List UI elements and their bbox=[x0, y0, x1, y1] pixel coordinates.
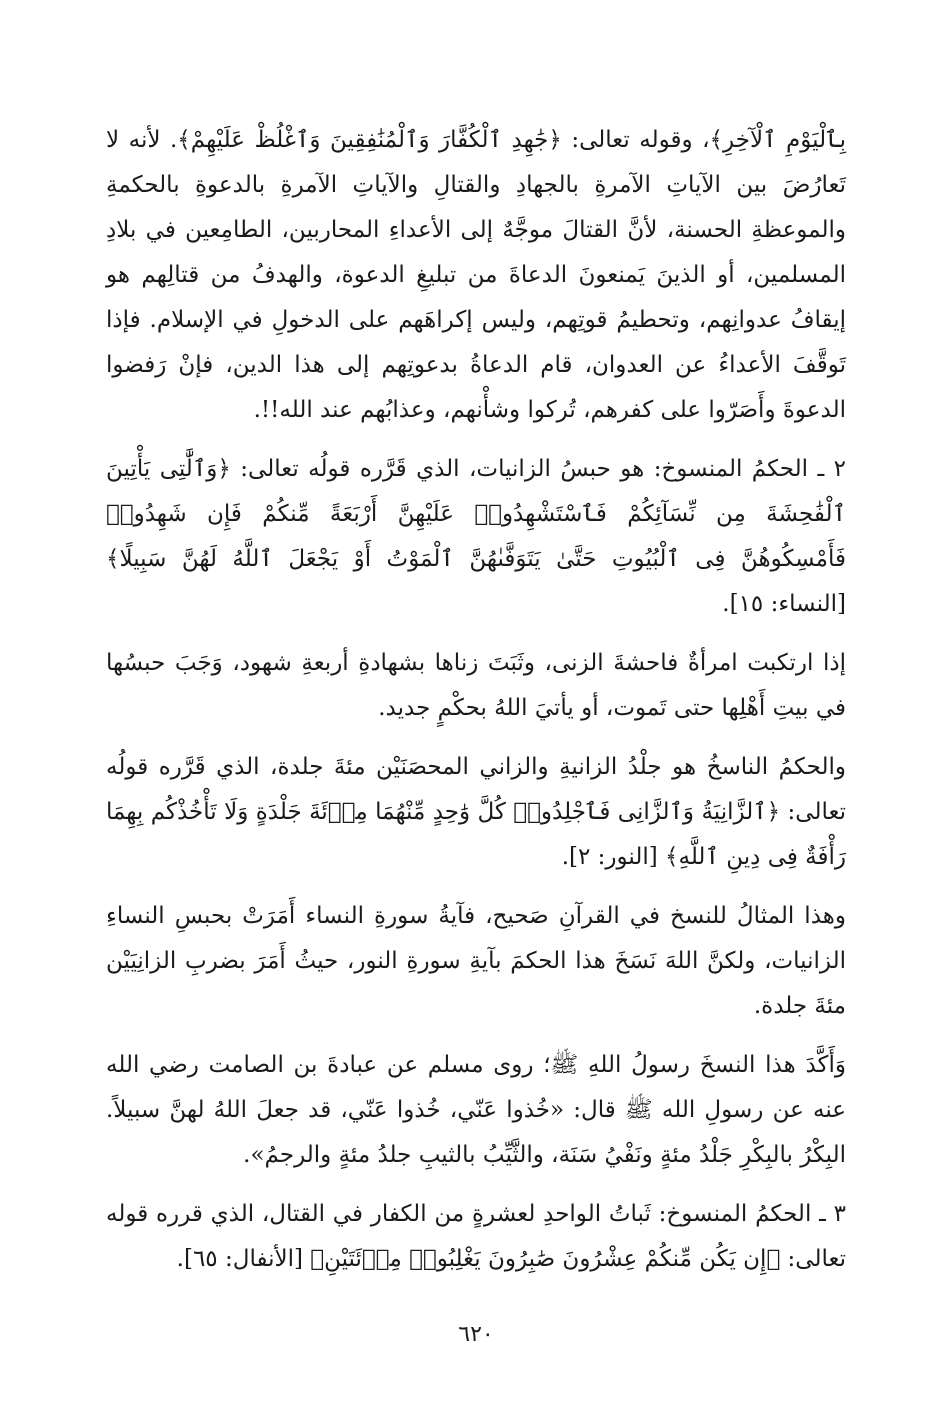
paragraph-abrogated-ruling-3: ٣ ـ الحكمُ المنسوخ: ثَباتُ الواحدِ لعشرةٍ من الكفار في القتال، الذي قرره قوله تعالى: ﴿إِن يَكُن مِّنكُمْ عِشْرُونَ صَٰبِرُونَ يَغْلِبُوا۟ مِا۟ئَتَيْنِ﴾ [الأنفال: ٦٥]. bbox=[106, 1201, 846, 1272]
paragraph-abrogated-ruling-2: ٢ ـ الحكمُ المنسوخ: هو حبسُ الزانيات، الذي قَرَّره قولُه تعالى: ﴿وَٱلَّٰتِى يَأْتِينَ ٱلْفَٰحِشَةَ مِن نِّسَآئِكُمْ فَٱسْتَشْهِدُوا۟ عَلَيْهِنَّ أَرْبَعَةً مِّنكُمْ فَإِن شَهِدُوا۟ فَأَمْسِكُوهُنَّ فِى ٱلْبُيُوتِ حَتَّىٰ يَتَوَفَّىٰهُنَّ ٱلْمَوْتُ أَوْ يَجْعَلَ ٱللَّهُ لَهُنَّ سَبِيلًا﴾ [النساء: ١٥]. bbox=[106, 456, 846, 617]
paragraph-example: وهذا المثالُ للنسخ في القرآنِ صَحيح، فآيةُ سورةِ النساء أَمَرَتْ بحبسِ النساءِ الزانيات، ولكنَّ اللهَ نَسَخَ هذا الحكمَ بآيةِ سورةِ النور، حيثُ أَمَرَ بضربِ الزانِيَيْن مئةَ جلدة. bbox=[106, 903, 846, 1019]
page-body bbox=[106, 118, 846, 1282]
page-number: ٦٢٠ bbox=[458, 1322, 494, 1347]
paragraph-abrogating-ruling: والحكمُ الناسخُ هو جلْدُ الزانيةِ والزاني المحصَنَيْن مئةَ جلدة، الذي قَرَّره قولُه تعالى: ﴿ٱلزَّانِيَةُ وَٱلزَّانِى فَٱجْلِدُوا۟ كُلَّ وَٰحِدٍ مِّنْهُمَا مِا۟ئَةَ جَلْدَةٍ وَلَا تَأْخُذْكُم بِهِمَا رَأْفَةٌ فِى دِينِ ٱللَّهِ﴾ [النور: ٢]. bbox=[106, 754, 846, 870]
paragraph-explanation: إذا ارتكبت امرأةٌ فاحشةَ الزنى، وثَبَتَ زناها بشهادةِ أربعةِ شهود، وَجَبَ حبسُها في بيتِ أَهْلِها حتى تَموت، أو يأتيَ اللهُ بحكْمٍ جديد. bbox=[106, 650, 846, 721]
paragraph-hadith: وَأَكَّدَ هذا النسخَ رسولُ اللهِ ﷺ؛ روى مسلم عن عبادةَ بن الصامت رضي الله عنه عن رسولِ الله ﷺ قال: «خُذوا عَنّي، خُذوا عَنّي، قد جعلَ اللهُ لهنَّ سبيلاً. البِكْرُ بالبِكْرِ جَلْدُ مئةٍ ونَفْيُ سَنَة، والثَّيِّبُ بالثيبِ جلدُ مئةٍ والرجمُ». bbox=[106, 1052, 846, 1168]
paragraph-intro: بِٱلْيَوْمِ ٱلْآخِرِ﴾، وقوله تعالى: ﴿جَٰهِدِ ٱلْكُفَّارَ وَٱلْمُنَٰفِقِينَ وَٱغْلُظْ عَلَيْهِمْ﴾. لأنه لا تَعارُضَ بين الآياتِ الآمرةِ بالجهادِ والقتالِ والآياتِ الآمرةِ بالدعوةِ بالحكمةِ والموعظةِ الحسنة، لأنَّ القتالَ موجَّهٌ إلى الأعداءِ المحاربين، الطامِعين في بلادِ المسلمين، أو الذينَ يَمنعونَ الدعاةَ من تبليغِ الدعوة، والهدفُ من قتالِهم هو إيقافُ عدوانِهم، وتحطيمُ قوتِهم، وليس إكراهَهم على الدخولِ في الإسلام. فإذا تَوقَّفَ الأعداءُ عن العدوان، قام الدعاةُ بدعوتِهم إلى هذا الدين، فإنْ رَفضوا الدعوةَ وأَصَرّوا على كفرهم، تُركوا وشأْنهم، وعذابُهم عند الله!!. bbox=[106, 127, 846, 423]
